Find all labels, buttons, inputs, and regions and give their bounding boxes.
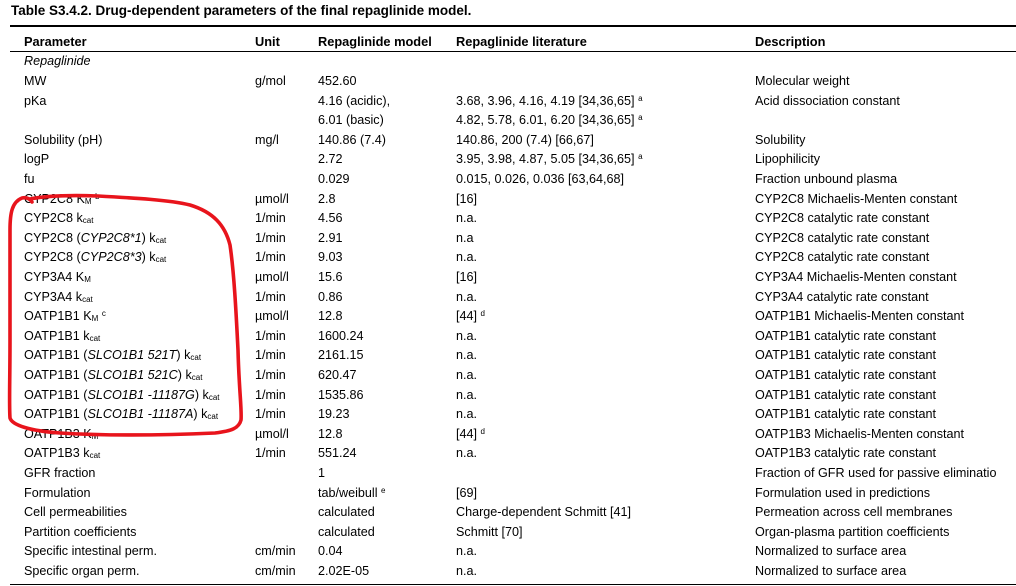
cell-literature: [44] $^d$ <box>456 426 485 441</box>
cell-description: Normalized to surface area <box>755 544 907 559</box>
cell-model: 2.02E-05 <box>318 564 370 578</box>
table-row <box>0 72 1016 92</box>
bottom-rule <box>10 584 1016 585</box>
cell-parameter: OATP1B3 $K_M$ <box>24 426 99 441</box>
table-row <box>0 92 1016 112</box>
cell-unit: µmol/l <box>255 270 289 284</box>
table-row <box>0 542 1016 562</box>
cell-literature: n.a. <box>456 368 478 382</box>
cell-model: 1 <box>318 466 326 480</box>
cell-description: OATP1B3 Michaelis-Menten constant <box>755 426 965 441</box>
cell-literature: 0.015, 0.026, 0.036 [63,64,68] <box>456 172 625 186</box>
cell-description: Permeation across cell membranes <box>755 505 953 520</box>
table-row <box>0 346 1016 366</box>
cell-parameter: logP <box>24 152 50 167</box>
cell-model: 1600.24 <box>318 328 364 343</box>
cell-parameter: pKa <box>24 93 47 108</box>
cell-parameter: Cell permeabilities <box>24 505 127 520</box>
cell-unit: g/mol <box>255 74 286 88</box>
cell-model: 0.04 <box>318 544 343 559</box>
table-row <box>0 562 1016 582</box>
section-row <box>0 52 1016 72</box>
cell-literature: n.a. <box>456 564 478 578</box>
table-row <box>0 327 1016 347</box>
cell-model: 0.029 <box>318 172 350 186</box>
cell-description: CYP2C8 catalytic rate constant <box>755 211 930 226</box>
cell-description: Acid dissociation constant <box>755 93 900 108</box>
cell-literature: 3.68, 3.96, 4.16, 4.19 [34,36,65] $^a$ <box>456 93 643 108</box>
table-row <box>0 150 1016 170</box>
cell-parameter: MW <box>24 74 47 88</box>
cell-literature: n.a. <box>456 328 478 343</box>
table-row <box>0 111 1016 131</box>
cell-model: 6.01 (basic) <box>318 113 384 128</box>
cell-parameter: OATP1B1 (SLCO1B1 521C) $k_{cat}$ <box>24 368 203 382</box>
cell-model: 9.03 <box>318 250 343 265</box>
cell-model: 12.8 <box>318 309 343 324</box>
cell-model: 140.86 (7.4) <box>318 132 386 147</box>
cell-unit: 1/min <box>255 446 286 461</box>
cell-parameter: CYP2C8 $K_M$ $^b$ <box>24 191 100 206</box>
table-row <box>0 209 1016 229</box>
cell-unit: 1/min <box>255 211 286 226</box>
cell-literature: n.a. <box>456 211 478 226</box>
section-label: Repaglinide <box>24 54 91 68</box>
cell-parameter: OATP1B1 $k_{cat}$ <box>24 328 101 343</box>
table-row <box>0 307 1016 327</box>
cell-literature: Charge-dependent Schmitt [41] <box>456 505 632 520</box>
cell-description: OATP1B1 catalytic rate constant <box>755 348 937 363</box>
cell-parameter: OATP1B1 (SLCO1B1 521T) $k_{cat}$ <box>24 348 202 363</box>
cell-unit: 1/min <box>255 368 286 382</box>
cell-literature: 3.95, 3.98, 4.87, 5.05 [34,36,65] $^a$ <box>456 152 643 167</box>
header-model: Repaglinide model <box>318 34 432 49</box>
cell-literature: Schmitt [70] <box>456 524 523 539</box>
cell-unit: 1/min <box>255 348 286 363</box>
cell-parameter: GFR fraction <box>24 466 96 480</box>
cell-model: calculated <box>318 524 375 539</box>
cell-parameter: Solubility (pH) <box>24 132 103 147</box>
cell-description: Fraction unbound plasma <box>755 172 898 186</box>
cell-description: Solubility <box>755 132 806 147</box>
cell-literature: n.a. <box>456 348 478 363</box>
cell-model: tab/weibull $^e$ <box>318 485 386 500</box>
cell-model: 551.24 <box>318 446 357 461</box>
cell-parameter: Partition coefficients <box>24 524 137 539</box>
cell-parameter: Specific intestinal perm. <box>24 544 157 559</box>
cell-description: OATP1B1 catalytic rate constant <box>755 368 937 382</box>
header-parameter: Parameter <box>24 34 87 49</box>
cell-description: CYP3A4 catalytic rate constant <box>755 289 929 304</box>
cell-literature: n.a. <box>456 289 478 304</box>
table-row <box>0 484 1016 504</box>
table-row <box>0 190 1016 210</box>
cell-unit: µmol/l <box>255 309 289 324</box>
cell-unit: 1/min <box>255 289 286 304</box>
cell-literature: n.a. <box>456 544 478 559</box>
cell-literature: n.a. <box>456 250 478 265</box>
table-row <box>0 288 1016 308</box>
cell-model: 12.8 <box>318 426 343 441</box>
cell-unit: cm/min <box>255 544 296 559</box>
cell-parameter: OATP1B1 (SLCO1B1 -11187A) $k_{cat}$ <box>24 407 219 422</box>
cell-model: 4.56 <box>318 211 343 226</box>
cell-parameter: CYP2C8 (CYP2C8*3) $k_{cat}$ <box>24 250 167 265</box>
cell-literature: n.a. <box>456 407 478 422</box>
cell-unit: 1/min <box>255 328 286 343</box>
cell-model: 452.60 <box>318 74 357 88</box>
cell-model: 2.8 <box>318 191 336 206</box>
cell-description: Fraction of GFR used for passive eliminatio <box>755 466 997 480</box>
cell-parameter: CYP2C8 (CYP2C8*1) $k_{cat}$ <box>24 230 167 245</box>
header-literature: Repaglinide literature <box>456 34 587 49</box>
cell-model: 2.91 <box>318 230 343 245</box>
cell-description: OATP1B1 catalytic rate constant <box>755 328 937 343</box>
cell-literature: [44] $^d$ <box>456 309 485 324</box>
cell-description: OATP1B3 catalytic rate constant <box>755 446 937 461</box>
cell-literature: n.a. <box>456 446 478 461</box>
cell-parameter: Formulation <box>24 485 91 500</box>
cell-model: 2.72 <box>318 152 343 167</box>
cell-model: 4.16 (acidic), <box>318 93 391 108</box>
top-rule <box>10 25 1016 27</box>
table-row <box>0 503 1016 523</box>
table-row <box>0 170 1016 190</box>
cell-unit: µmol/l <box>255 191 289 206</box>
cell-unit: 1/min <box>255 250 286 265</box>
cell-description: Lipophilicity <box>755 152 821 167</box>
cell-model: 1535.86 <box>318 387 364 402</box>
header-description: Description <box>755 34 826 49</box>
cell-literature: [69] <box>456 485 478 500</box>
cell-description: CYP3A4 Michaelis-Menten constant <box>755 270 957 284</box>
cell-unit: 1/min <box>255 387 286 402</box>
cell-model: 620.47 <box>318 368 357 382</box>
cell-literature: n.a. <box>456 387 478 402</box>
table-row <box>0 366 1016 386</box>
table-row <box>0 523 1016 543</box>
cell-literature: 4.82, 5.78, 6.01, 6.20 [34,36,65] $^a$ <box>456 113 643 128</box>
cell-parameter: fu <box>24 172 35 186</box>
table-caption: Table S3.4.2. Drug-dependent parameters of the final repaglinide model. <box>11 3 472 18</box>
cell-unit: cm/min <box>255 564 296 578</box>
cell-literature: n.a <box>456 230 474 245</box>
cell-model: 0.86 <box>318 289 343 304</box>
cell-unit: mg/l <box>255 132 279 147</box>
cell-parameter: Specific organ perm. <box>24 564 140 578</box>
cell-model: 15.6 <box>318 270 343 284</box>
cell-description: Molecular weight <box>755 74 850 88</box>
cell-description: Normalized to surface area <box>755 564 907 578</box>
table-row <box>0 425 1016 445</box>
table-row <box>0 444 1016 464</box>
cell-unit: 1/min <box>255 407 286 422</box>
cell-unit: µmol/l <box>255 426 289 441</box>
cell-parameter: CYP3A4 $K_M$ <box>24 270 91 284</box>
cell-description: CYP2C8 catalytic rate constant <box>755 250 930 265</box>
table-row <box>0 405 1016 425</box>
cell-model: calculated <box>318 505 375 520</box>
table-row <box>0 229 1016 249</box>
table-row <box>0 464 1016 484</box>
cell-description: Organ-plasma partition coefficients <box>755 524 950 539</box>
cell-model: 19.23 <box>318 407 350 422</box>
table-row <box>0 268 1016 288</box>
header-row <box>0 29 1016 49</box>
table-row <box>0 131 1016 151</box>
cell-parameter: OATP1B1 (SLCO1B1 -11187G) $k_{cat}$ <box>24 387 220 402</box>
cell-description: OATP1B1 Michaelis-Menten constant <box>755 309 965 324</box>
cell-parameter: OATP1B1 $K_M$ $^c$ <box>24 309 106 324</box>
cell-literature: [16] <box>456 191 478 206</box>
cell-description: CYP2C8 catalytic rate constant <box>755 230 930 245</box>
cell-parameter: CYP2C8 $k_{cat}$ <box>24 211 94 226</box>
cell-unit: 1/min <box>255 230 286 245</box>
cell-description: Formulation used in predictions <box>755 485 931 500</box>
cell-literature: 140.86, 200 (7.4) [66,67] <box>456 132 594 147</box>
table-row <box>0 386 1016 406</box>
cell-description: OATP1B1 catalytic rate constant <box>755 407 937 422</box>
cell-description: CYP2C8 Michaelis-Menten constant <box>755 191 958 206</box>
table-row <box>0 248 1016 268</box>
cell-parameter: CYP3A4 $k_{cat}$ <box>24 289 93 304</box>
cell-model: 2161.15 <box>318 348 364 363</box>
cell-literature: [16] <box>456 270 478 284</box>
header-unit: Unit <box>255 34 280 49</box>
cell-parameter: OATP1B3 $k_{cat}$ <box>24 446 101 461</box>
cell-description: OATP1B1 catalytic rate constant <box>755 387 937 402</box>
